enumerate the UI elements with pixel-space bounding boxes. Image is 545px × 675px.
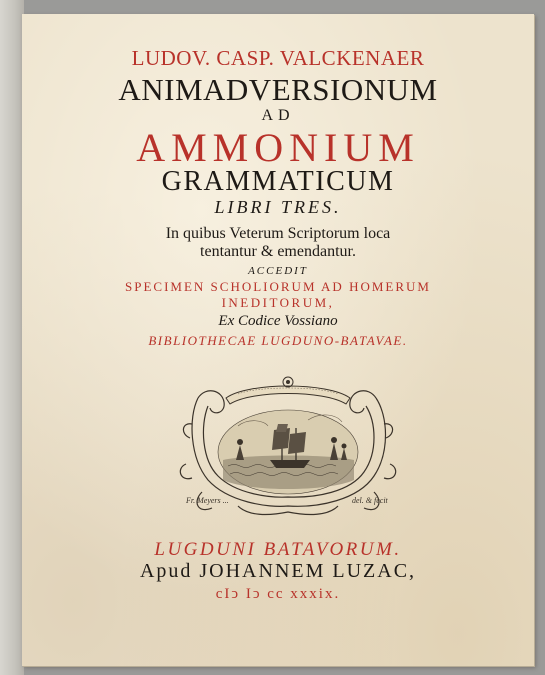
imprint-city: LUGDUNI BATAVORUM. (154, 539, 402, 560)
title-animadversionum: ANIMADVERSIONUM (118, 72, 438, 107)
title-ad: AD (261, 107, 295, 124)
codice-line: Ex Codice Vossiano (218, 313, 338, 329)
title-grammaticum: GRAMMATICUM (161, 166, 395, 197)
engraver-signature-left: Fr. Meyers ... (186, 496, 229, 505)
subtitle-line-1: In quibus Veterum Scriptorum loca (165, 225, 391, 242)
book-binding (0, 0, 24, 675)
specimen-line-2: INEDITORUM, (221, 295, 335, 310)
title-ammonium: AMMONIUM (136, 125, 420, 170)
accedit-line: ACCEDIT (248, 265, 308, 277)
engraver-signature-right: del. & fecit (352, 496, 388, 505)
imprint-date: cIↄ Iↄ cc xxxix. (215, 586, 341, 602)
imprint-publisher: Apud JOHANNEM LUZAC, (139, 560, 417, 582)
bibliotheca-line: BIBLIOTHECAE LUGDUNO-BATAVAE. (148, 333, 408, 348)
specimen-line-1: SPECIMEN SCHOLIORUM AD HOMERUM (125, 279, 431, 294)
libri-tres: LIBRI TRES. (214, 197, 342, 217)
title-page (22, 14, 534, 666)
subtitle-line-2: tentantur & emendantur. (200, 243, 356, 260)
author-line: LUDOV. CASP. VALCKENAER (131, 46, 425, 70)
